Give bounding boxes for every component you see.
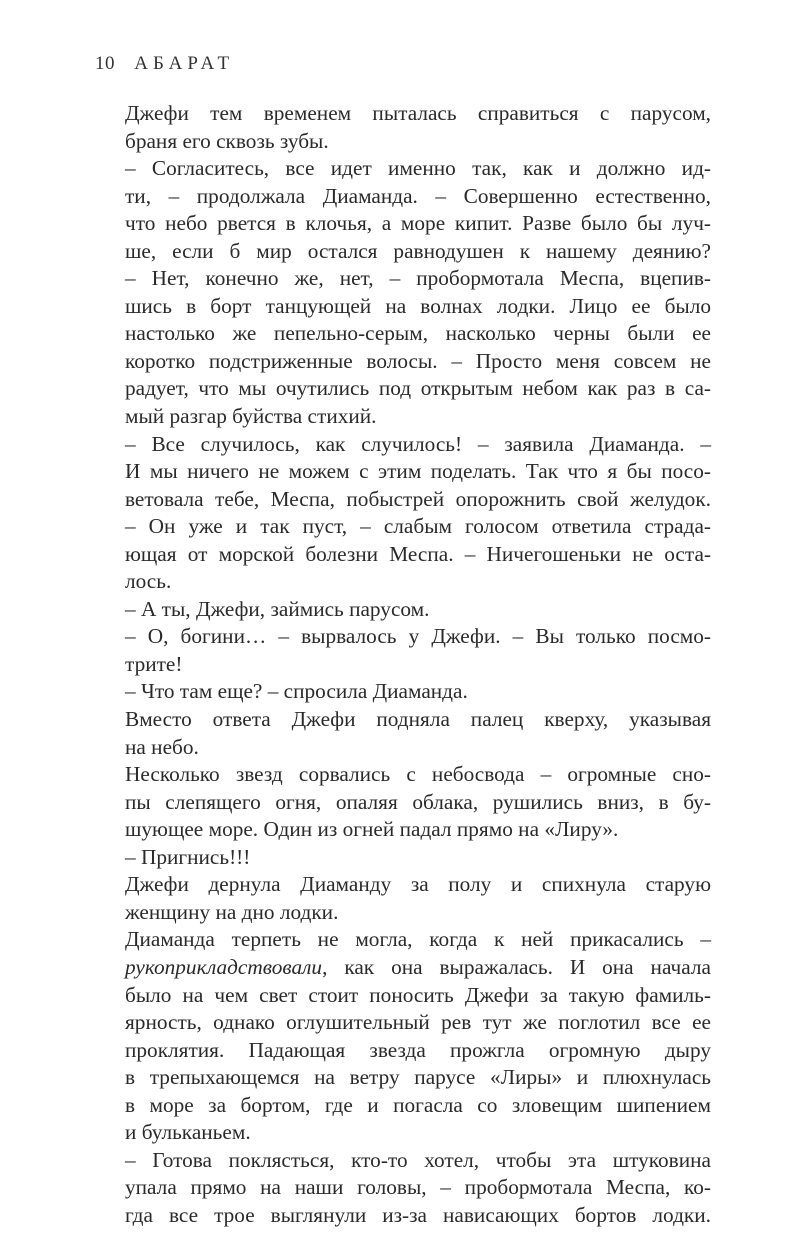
text-line: И мы ничего не можем с этим поделать. Так что я бы посо-	[125, 459, 711, 484]
text-line: ти, – продолжала Диаманда. – Совершенно естественно,	[125, 183, 711, 208]
text-fragment: , как она выражалась. И она начала	[322, 954, 711, 979]
text-line: лось.	[125, 569, 172, 594]
text-line: проклятия. Падающая звезда прожгла огромную дыру	[125, 1037, 711, 1062]
text-line: браня его сквозь зубы.	[125, 128, 329, 153]
text-line: – Все случилось, как случилось! – заявила Диаманда. –	[125, 431, 711, 456]
text-line: гда все трое выглянули из-за нависающих бортов лодки.	[125, 1202, 711, 1227]
text-line: трите!	[125, 651, 183, 676]
body-text	[125, 100, 711, 1229]
text-line: – Согласитесь, все идет именно так, как и должно ид-	[125, 156, 711, 181]
text-line: что небо рвется в клочья, а море кипит. Разве было бы луч-	[125, 211, 711, 236]
text-line: Диаманда терпеть не могла, когда к ней прикасались –	[125, 927, 711, 952]
italic-word: рукоприкладствовали	[125, 954, 323, 979]
text-line: – Нет, конечно же, нет, – пробормотала Меспа, вцепив-	[125, 266, 711, 291]
running-header	[95, 53, 234, 75]
text-line: Несколько звезд сорвались с небосвода – огромные сно-	[125, 762, 711, 787]
text-line: упала прямо на наши головы, – пробормотала Меспа, ко-	[125, 1175, 711, 1200]
text-line: ющая от морской болезни Меспа. – Ничегошеньки не оста-	[125, 541, 711, 566]
text-line: пы слепящего огня, опаляя облака, рушились вниз, в бу-	[125, 789, 711, 814]
text-line: – О, богини… – вырвалось у Джефи. – Вы только посмо-	[125, 624, 711, 649]
text-line: – Что там еще? – спросила Диаманда.	[125, 679, 468, 704]
text-line: настолько же пепельно-серым, насколько черны были ее	[125, 321, 711, 346]
page-number: 10	[95, 53, 115, 74]
text-line: ветовала тебе, Меспа, побыстрей опорожнить свой желудок.	[125, 486, 711, 511]
text-line: и бульканьем.	[125, 1120, 251, 1145]
text-line: шись в борт танцующей на волнах лодки. Лицо ее было	[125, 293, 711, 318]
text-line: ше, если б мир остался равнодушен к нашему деянию?	[125, 238, 711, 263]
text-line: в море за бортом, где и погасла со зловещим шипением	[125, 1092, 711, 1117]
text-line: было на чем свет стоит поносить Джефи за такую фамиль-	[125, 982, 711, 1007]
text-line: женщину на дно лодки.	[125, 899, 339, 924]
text-line: мый разгар буйства стихий.	[125, 404, 377, 429]
text-line: ярность, однако оглушительный рев тут же поглотил все ее	[125, 1010, 711, 1035]
text-line: шующее море. Один из огней падал прямо на «Лиру».	[125, 817, 619, 842]
text-line: Джефи дернула Диаманду за полу и спихнула старую	[125, 872, 711, 897]
text-line: – А ты, Джефи, займись парусом.	[125, 596, 430, 621]
text-line: радует, что мы очутились под открытым небом как раз в са-	[125, 376, 711, 401]
text-line: Вместо ответа Джефи подняла палец кверху, указывая	[125, 707, 711, 732]
text-line: – Пригнись!!!	[125, 844, 251, 869]
text-line-italic	[125, 954, 711, 982]
text-line: – Готова поклясться, кто-то хотел, чтобы эта штуковина	[125, 1147, 711, 1172]
book-title: АБАРАТ	[134, 53, 235, 74]
text-line: на небо.	[125, 734, 199, 759]
text-line: коротко подстриженные волосы. – Просто меня совсем не	[125, 348, 711, 373]
text-line: в трепыхающемся на ветру парусе «Лиры» и плюхнулась	[125, 1065, 711, 1090]
text-line: Джефи тем временем пыталась справиться с парусом,	[125, 101, 711, 125]
text-line: – Он уже и так пуст, – слабым голосом ответила страда-	[125, 514, 711, 539]
